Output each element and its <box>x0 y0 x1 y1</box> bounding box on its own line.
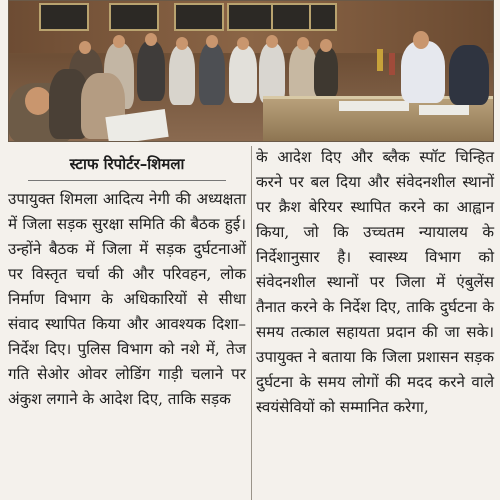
article-column-right <box>256 148 494 420</box>
attendee <box>169 45 195 105</box>
attendee <box>259 43 285 103</box>
attendee-head <box>206 35 218 48</box>
document-sheet <box>419 105 469 115</box>
attendee-head <box>145 33 157 46</box>
attendee <box>137 41 165 101</box>
article-body-right: के आदेश दिए और ब्लैक स्पॉट चिन्हित करने पर बल दिया और संवेदनशील स्थानों पर क्रैश बेरियर स्थापित करने का आह्वान किया, जो कि उच्चतम न्यायालय के निर्देशानुसार है। स्वास्थ्य विभाग को संवेदनशील स्थानों पर जिला में एंबुलेंस तैनात करने के निर्देश दिए, ताकि दुर्घटना के समय तत्काल सहायता प्रदान की जा सके। उपायुक्त ने बताया कि जिला प्रशासन सड़क दुर्घटना के समय लोगों की मदद करने वाले स्वयंसेवियों को सम्मानित करेगा, <box>256 148 494 416</box>
news-photo <box>8 0 494 142</box>
attendee-head <box>25 87 51 115</box>
wall-frame <box>174 3 224 31</box>
official <box>449 45 489 105</box>
attendee <box>229 45 257 103</box>
article-column-left <box>8 148 246 412</box>
attendee-head <box>266 35 278 48</box>
wall-frame <box>309 3 337 31</box>
desk-flag <box>389 53 395 75</box>
article-body-left: उपायुक्त शिमला आदित्य नेगी की अध्यक्षता में जिला सड़क सुरक्षा समिति की बैठक हुई। उन्होंने बैठक में जिला में सड़क दुर्घटनाओं पर विस्तृत चर्चा की और परिवहन, लोक निर्माण विभाग के अधिकारियों से सीधा संवाद स्थापित किया और आवश्यक दिशा–निर्देश दिए। पुलिस विभाग को नशे में, तेज गति सेओर ओवर लोडिंग गाड़ी चलाने पर अंकुश लगाने के आदेश दिए, ताकि सड़क <box>8 190 246 408</box>
attendee-head <box>297 37 309 50</box>
attendee <box>314 47 338 97</box>
wall-frame <box>227 3 277 31</box>
attendee <box>199 43 225 105</box>
official <box>401 41 445 103</box>
attendee-head <box>237 37 249 50</box>
attendee-head <box>320 39 332 52</box>
column-divider <box>251 146 252 500</box>
byline: स्टाफ रिपोर्टर–शिमला <box>28 148 226 181</box>
attendee <box>289 45 317 103</box>
wall-frame <box>109 3 159 31</box>
attendee-head <box>176 37 188 50</box>
official-head <box>413 31 429 49</box>
desk-flag <box>377 49 383 71</box>
attendee-head <box>79 41 91 54</box>
wall-frame <box>39 3 89 31</box>
attendee-head <box>113 35 125 48</box>
document-sheet <box>339 101 409 111</box>
